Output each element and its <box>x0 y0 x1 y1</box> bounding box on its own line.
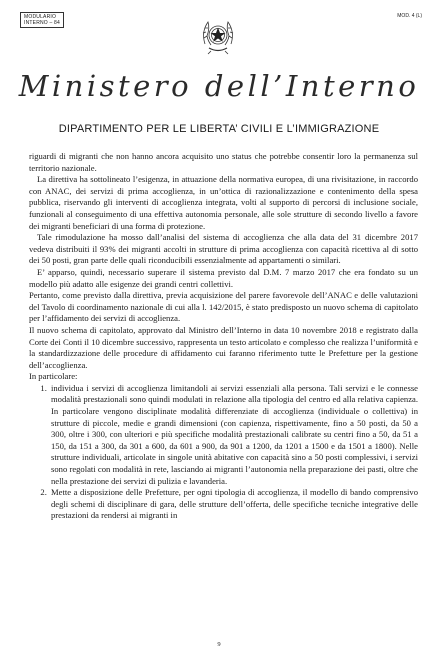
paragraph-1: riguardi di migranti che non hanno ancora acquisito uno status che potrebbe consentir loro la permanenza sul territorio nazionale. <box>29 151 418 173</box>
list-item: 2. Mette a disposizione delle Prefetture, per ogni tipologia di accoglienza, il modello di bando comprensivo degli schemi di disciplinare di gara, delle strutture dell’offerta, delle specifiche tecniche integrative delle prestazioni da rendersi ai migranti in <box>49 487 418 522</box>
paragraph-4: E’ apparso, quindi, necessario superare il sistema previsto dal D.M. 7 marzo 2017 che era fondato su un modello più adatto alle esigenze dei grandi centri collettivi. <box>29 266 418 289</box>
page-number: 9 <box>217 641 221 648</box>
numbered-list <box>29 383 418 522</box>
paragraph-5: Pertanto, come previsto dalla direttiva, previa acquisizione del parere favorevole dell’ANAC e delle valutazioni del Tavolo di coordinamento nazionale di cui alla l. 142/2015, è stato predisposto un nuovo schema di capitolato per l’affidamento dei servizi di accoglienza. <box>29 290 418 324</box>
stamp-line-1: MODULARIO <box>24 14 57 20</box>
document-body <box>29 151 418 522</box>
paragraph-7: In particolare: <box>29 371 78 382</box>
paragraph-6: Il nuovo schema di capitolato, approvato dal Ministro dell’Interno in data 10 novembre 2018 e registrato dalla Corte dei Conti il 10 dicembre successivo, rappresenta un testo articolato e complesso che realizza l’uniformità e la standardizzazione delle procedure di affidamento cui faranno riferimento tutte le Prefetture per la gestione dell’accoglienza. <box>29 324 418 370</box>
mod-code: MOD. 4 (L) <box>397 13 422 19</box>
list-item: 1. individua i servizi di accoglienza limitandoli ai servizi essenziali alla persona. Tali servizi e le connesse modalità prestazionali sono quindi modulati in relazione alla tipologia del centro ed alla relativa capienza. In particolare vengono disciplinate modalità differenziate di accoglienza (individuale o collettiva) in strutture di piccole, medie e grandi dimensioni (con capienza, rispettivamente, fino a 50 posti, da 50 a 300, oltre i 300, con ulteriori e più specifiche modalità prestazionali calibrate su centri fino a 50, da 51 a 150, da 151 a 300, da 301 a 600, da 601 a 900, da 901 a 1200, da 1201 a 1500 e da 1501 a 1800). Nelle strutture individuali, articolate in singole unità abitative con capacità sino a 50 posti complessivi, i servizi sono regolati con modalità in rete, lasciando ai migranti l’autonomia nella preparazione dei pasti, oltre che nella prestazione dei servizi di pulizia e lavanderia. <box>49 383 418 487</box>
form-stamp <box>20 12 64 28</box>
paragraph-2: La direttiva ha sottolineato l’esigenza, in attuazione della normativa europea, di una rivisitazione, in raccordo con ANAC, dei servizi di prima accoglienza, in un’ottica di razionalizzazione e contenimento della spesa pubblica, riservando gli interventi di accoglienza integrata, volti al supporto di percorsi di inclusione sociale, funzionali al conseguimento di una effettiva autonomia personale, alle sole strutture di secondo livello a favore dei migranti beneficiari di una forma di protezione. <box>29 174 418 231</box>
stamp-line-2: INTERNO – 84 <box>24 20 61 26</box>
department-name: DIPARTIMENTO PER LE LIBERTA’ CIVILI E L’IMMIGRAZIONE <box>58 123 380 135</box>
ministry-title: Ministero dell’Interno <box>18 69 420 103</box>
paragraph-3: Tale rimodulazione ha mosso dall’analisi del sistema di accoglienza che alla data del 31 dicembre 2017 vedeva distribuiti il 93% dei migranti accolti in strutture di prima accoglienza con capacità ricettiva al di sotto dei 50 posti, gran parte delle quali riconducibili essenzialmente ad appartamenti o similari. <box>29 232 418 266</box>
italian-republic-emblem-icon <box>199 14 237 56</box>
